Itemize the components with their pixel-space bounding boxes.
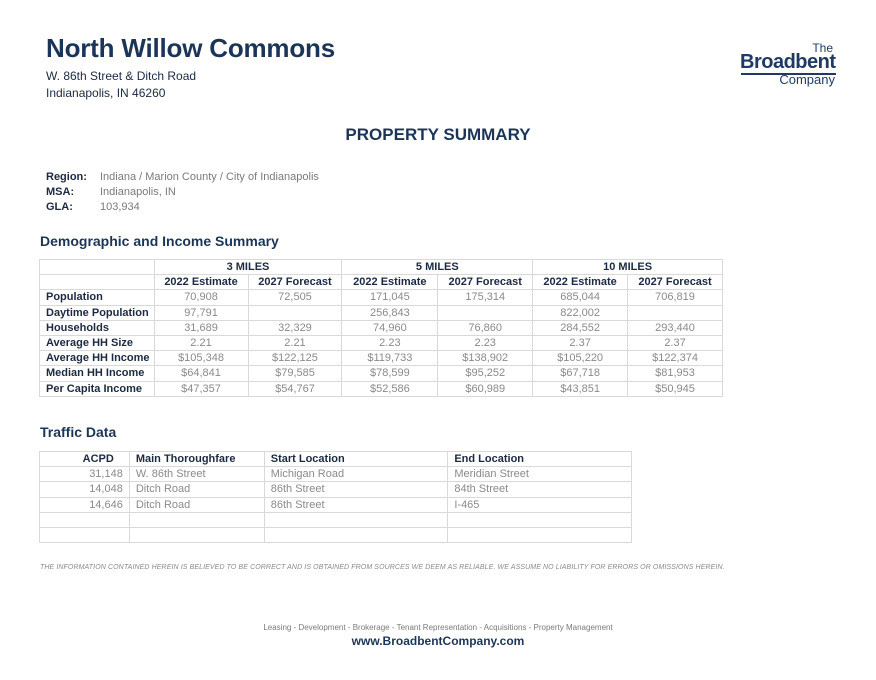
table-cell: 175,314	[438, 290, 533, 305]
table-cell: $95,252	[438, 366, 533, 381]
table-cell: 2.23	[342, 335, 438, 350]
group-header: 5 MILES	[342, 260, 533, 275]
table-row	[40, 366, 723, 381]
footer-services: Leasing - Development - Brokerage - Tenant Representation - Acquisitions - Property Management	[263, 623, 613, 632]
company-logo	[740, 42, 837, 88]
table-cell: 76,860	[438, 320, 533, 335]
table-cell: 72,505	[248, 290, 342, 305]
table-cell: 86th Street	[264, 482, 448, 497]
table-row	[40, 381, 723, 396]
page-title: North Willow Commons	[46, 33, 335, 63]
meta-gla-label: GLA:	[46, 201, 73, 213]
table-cell: $47,357	[154, 381, 248, 396]
logo-the: The	[812, 41, 833, 55]
column-header: End Location	[448, 452, 632, 467]
table-cell: $67,718	[533, 366, 628, 381]
table-cell: $122,125	[248, 351, 342, 366]
table-cell: 74,960	[342, 320, 438, 335]
section-title: PROPERTY SUMMARY	[345, 125, 531, 144]
table-cell: $64,841	[154, 366, 248, 381]
table-cell	[264, 512, 448, 527]
disclaimer: THE INFORMATION CONTAINED HEREIN IS BELIEVED TO BE CORRECT AND IS OBTAINED FROM SOURCES WE DEEM AS RELIABLE. WE ASSUME NO LIABILITY FOR ERRORS OR OMISSIONS HEREIN.	[40, 564, 725, 571]
table-cell: $81,953	[628, 366, 723, 381]
column-header: Start Location	[264, 452, 448, 467]
table-cell: 2.21	[248, 335, 342, 350]
column-header: 2027 Forecast	[248, 275, 342, 290]
traffic-table	[39, 451, 632, 543]
meta-region-value: Indiana / Marion County / City of Indianapolis	[100, 171, 319, 183]
table-cell: 70,908	[154, 290, 248, 305]
table-cell: $119,733	[342, 351, 438, 366]
table-cell	[248, 305, 342, 320]
table-cell: $43,851	[533, 381, 628, 396]
group-header: 10 MILES	[533, 260, 723, 275]
table-cell: I-465	[448, 497, 632, 512]
column-header: 2027 Forecast	[438, 275, 533, 290]
table-row	[40, 320, 723, 335]
address-line-2: Indianapolis, IN 46260	[46, 86, 166, 100]
table-row	[40, 467, 632, 482]
table-cell	[264, 527, 448, 542]
table-cell: $122,374	[628, 351, 723, 366]
row-label: Per Capita Income	[40, 381, 155, 396]
row-label: Average HH Income	[40, 351, 155, 366]
table-cell	[628, 305, 723, 320]
table-cell: 256,843	[342, 305, 438, 320]
meta-region-label: Region:	[46, 171, 87, 183]
table-cell: 293,440	[628, 320, 723, 335]
table-cell: $138,902	[438, 351, 533, 366]
table-cell: 2.23	[438, 335, 533, 350]
row-label: Median HH Income	[40, 366, 155, 381]
table-cell: Meridian Street	[448, 467, 632, 482]
table-cell: 14,646	[40, 497, 130, 512]
traffic-heading: Traffic Data	[40, 424, 117, 440]
table-row	[40, 497, 632, 512]
meta-msa-value: Indianapolis, IN	[100, 186, 176, 198]
column-header: 2022 Estimate	[342, 275, 438, 290]
table-cell: 685,044	[533, 290, 628, 305]
logo-company: Company	[779, 72, 835, 87]
demographics-group-row	[40, 260, 723, 275]
demographics-corner-cell	[40, 275, 155, 290]
address-line-1: W. 86th Street & Ditch Road	[46, 69, 197, 83]
table-cell: $50,945	[628, 381, 723, 396]
column-header: ACPD	[40, 452, 130, 467]
table-cell: $79,585	[248, 366, 342, 381]
table-cell	[448, 512, 632, 527]
demographics-heading: Demographic and Income Summary	[40, 233, 279, 249]
meta-gla-value: 103,934	[100, 201, 140, 213]
column-header: 2027 Forecast	[628, 275, 723, 290]
table-row	[40, 290, 723, 305]
table-cell	[438, 305, 533, 320]
table-cell: 14,048	[40, 482, 130, 497]
column-header: Main Thoroughfare	[129, 452, 264, 467]
table-cell: $54,767	[248, 381, 342, 396]
demographics-table	[39, 259, 723, 397]
table-cell: 32,329	[248, 320, 342, 335]
row-label: Households	[40, 320, 155, 335]
table-cell: 31,148	[40, 467, 130, 482]
table-cell	[129, 527, 264, 542]
table-cell: Michigan Road	[264, 467, 448, 482]
logo-wordmark: Broadbent	[740, 51, 836, 73]
table-cell: 822,002	[533, 305, 628, 320]
traffic-header-row	[40, 452, 632, 467]
table-cell: $52,586	[342, 381, 438, 396]
table-row	[40, 305, 723, 320]
table-row	[40, 335, 723, 350]
table-cell	[448, 527, 632, 542]
group-header: 3 MILES	[154, 260, 342, 275]
table-cell: 2.37	[628, 335, 723, 350]
table-cell: 84th Street	[448, 482, 632, 497]
row-label: Average HH Size	[40, 335, 155, 350]
footer-website-link[interactable]: www.BroadbentCompany.com	[351, 634, 525, 648]
table-row	[40, 351, 723, 366]
table-cell: $105,220	[533, 351, 628, 366]
meta-msa-label: MSA:	[46, 186, 75, 198]
table-cell: $60,989	[438, 381, 533, 396]
column-header: 2022 Estimate	[533, 275, 628, 290]
table-cell: $78,599	[342, 366, 438, 381]
table-cell: 284,552	[533, 320, 628, 335]
column-header: 2022 Estimate	[154, 275, 248, 290]
table-cell	[129, 512, 264, 527]
table-cell: Ditch Road	[129, 482, 264, 497]
table-cell: 706,819	[628, 290, 723, 305]
table-row	[40, 482, 632, 497]
table-cell: 171,045	[342, 290, 438, 305]
table-row	[40, 527, 632, 542]
row-label: Population	[40, 290, 155, 305]
demographics-corner-cell	[40, 260, 155, 275]
table-cell: W. 86th Street	[129, 467, 264, 482]
demographics-subheader-row	[40, 275, 723, 290]
table-cell: 2.21	[154, 335, 248, 350]
table-cell: 97,791	[154, 305, 248, 320]
table-cell: 86th Street	[264, 497, 448, 512]
table-row	[40, 512, 632, 527]
table-cell: $105,348	[154, 351, 248, 366]
table-cell: 31,689	[154, 320, 248, 335]
table-cell: Ditch Road	[129, 497, 264, 512]
table-cell	[40, 512, 130, 527]
row-label: Daytime Population	[40, 305, 155, 320]
table-cell	[40, 527, 130, 542]
table-cell: 2.37	[533, 335, 628, 350]
